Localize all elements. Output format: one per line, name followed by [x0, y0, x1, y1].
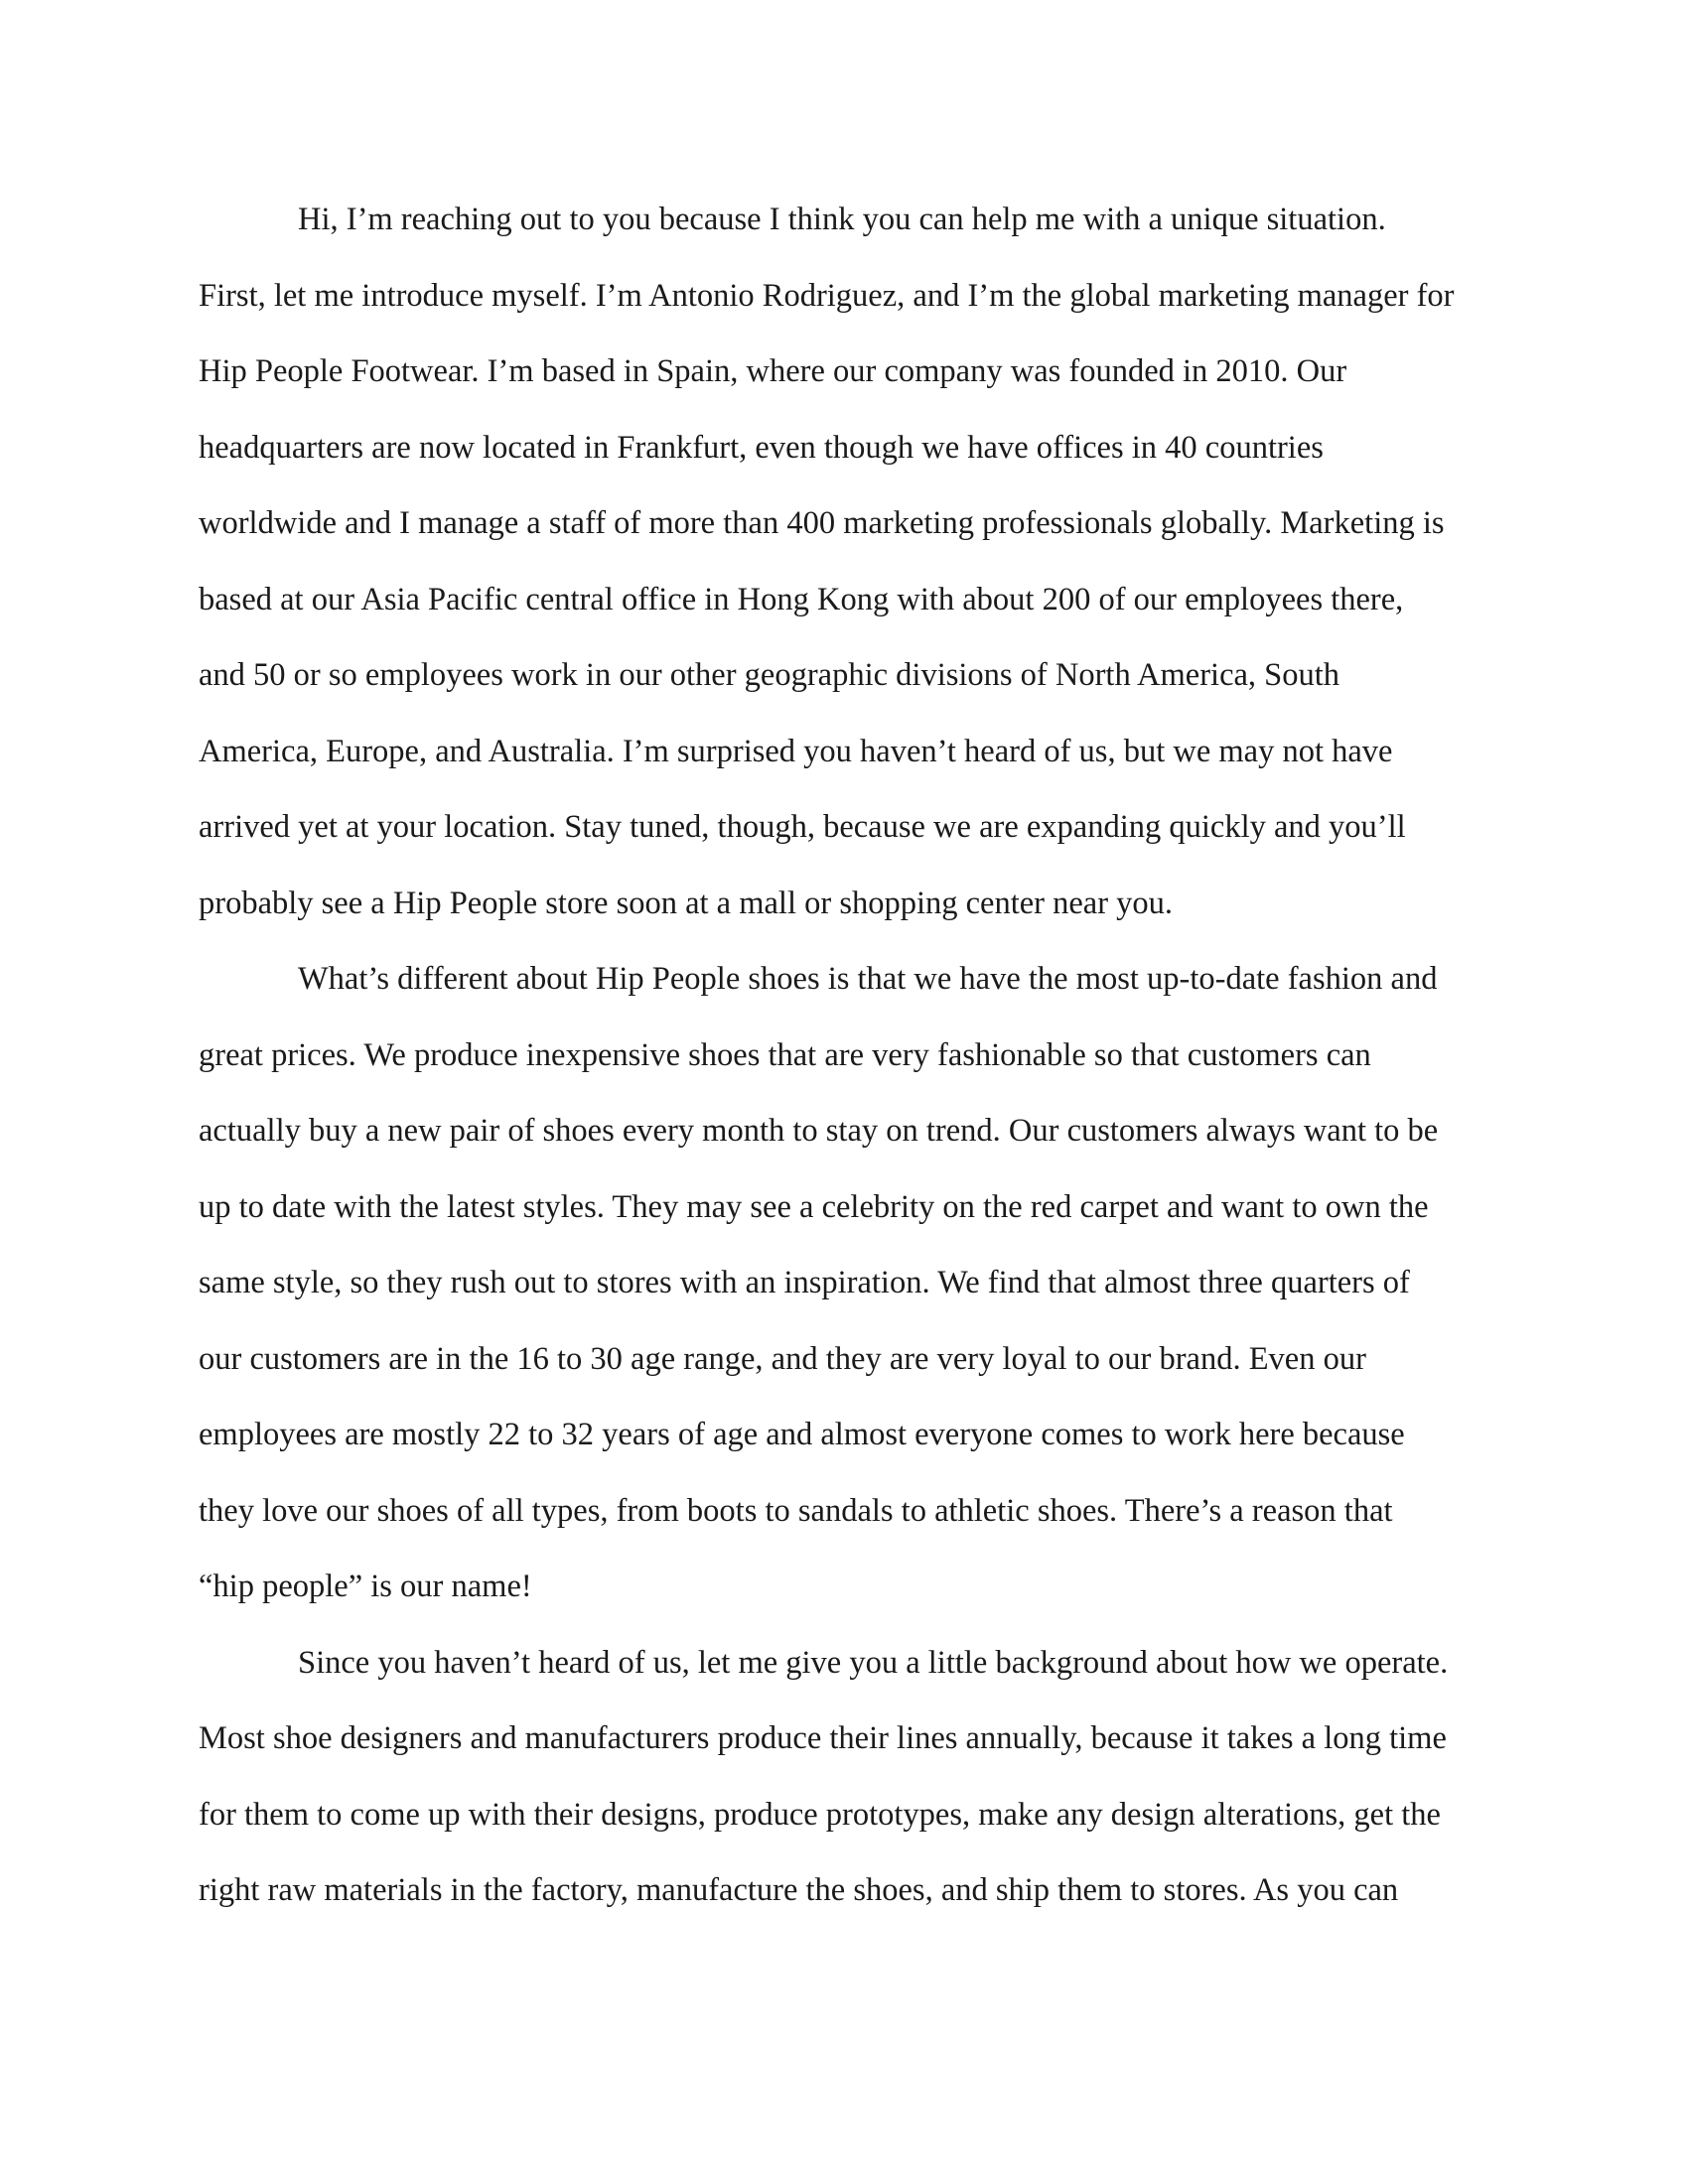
paragraph-1 [199, 195, 1489, 954]
text-line: probably see a Hip People store soon at a mall or shopping center near you. [199, 885, 1174, 921]
document-body [199, 195, 1489, 1942]
text-line: right raw materials in the factory, manufacture the shoes, and ship them to stores. As you can [199, 1872, 1399, 1908]
text-line: worldwide and I manage a staff of more than 400 marketing professionals globally. Marketing is [199, 505, 1445, 541]
paragraph-3 [199, 1638, 1489, 1942]
text-line: great prices. We produce inexpensive shoes that are very fashionable so that customers can [199, 1036, 1371, 1073]
text-line: our customers are in the 16 to 30 age range, and they are very loyal to our brand. Even our [199, 1340, 1366, 1377]
text-line: Hip People Footwear. I’m based in Spain, where our company was founded in 2010. Our [199, 353, 1347, 389]
paragraph-2 [199, 954, 1489, 1638]
text-line: for them to come up with their designs, produce prototypes, make any design alterations, get the [199, 1796, 1441, 1833]
text-line: Most shoe designers and manufacturers produce their lines annually, because it takes a long time [199, 1720, 1447, 1756]
text-line: America, Europe, and Australia. I’m surprised you haven’t heard of us, but we may not have [199, 733, 1393, 769]
text-line: actually buy a new pair of shoes every month to stay on trend. Our customers always want to be [199, 1113, 1439, 1149]
text-line: First, let me introduce myself. I’m Antonio Rodriguez, and I’m the global marketing manager for [199, 277, 1455, 314]
text-line: up to date with the latest styles. They may see a celebrity on the red carpet and want to own the [199, 1188, 1429, 1225]
text-line: Since you haven’t heard of us, let me give you a little background about how we operate. [298, 1644, 1449, 1681]
text-line: “hip people” is our name! [199, 1569, 532, 1604]
text-line: headquarters are now located in Frankfurt, even though we have offices in 40 countries [199, 429, 1324, 466]
text-line: arrived yet at your location. Stay tuned, though, because we are expanding quickly and you’ll [199, 809, 1406, 845]
text-line: same style, so they rush out to stores with an inspiration. We find that almost three quarters of [199, 1265, 1410, 1300]
text-line: Hi, I’m reaching out to you because I think you can help me with a unique situation. [298, 202, 1386, 237]
text-line: and 50 or so employees work in our other geographic divisions of North America, South [199, 657, 1340, 693]
text-line: based at our Asia Pacific central office in Hong Kong with about 200 of our employees there, [199, 581, 1404, 617]
text-line: What’s different about Hip People shoes is that we have the most up-to-date fashion and [298, 961, 1438, 997]
text-line: employees are mostly 22 to 32 years of age and almost everyone comes to work here because [199, 1417, 1405, 1452]
text-line: they love our shoes of all types, from boots to sandals to athletic shoes. There’s a reason that [199, 1492, 1393, 1529]
